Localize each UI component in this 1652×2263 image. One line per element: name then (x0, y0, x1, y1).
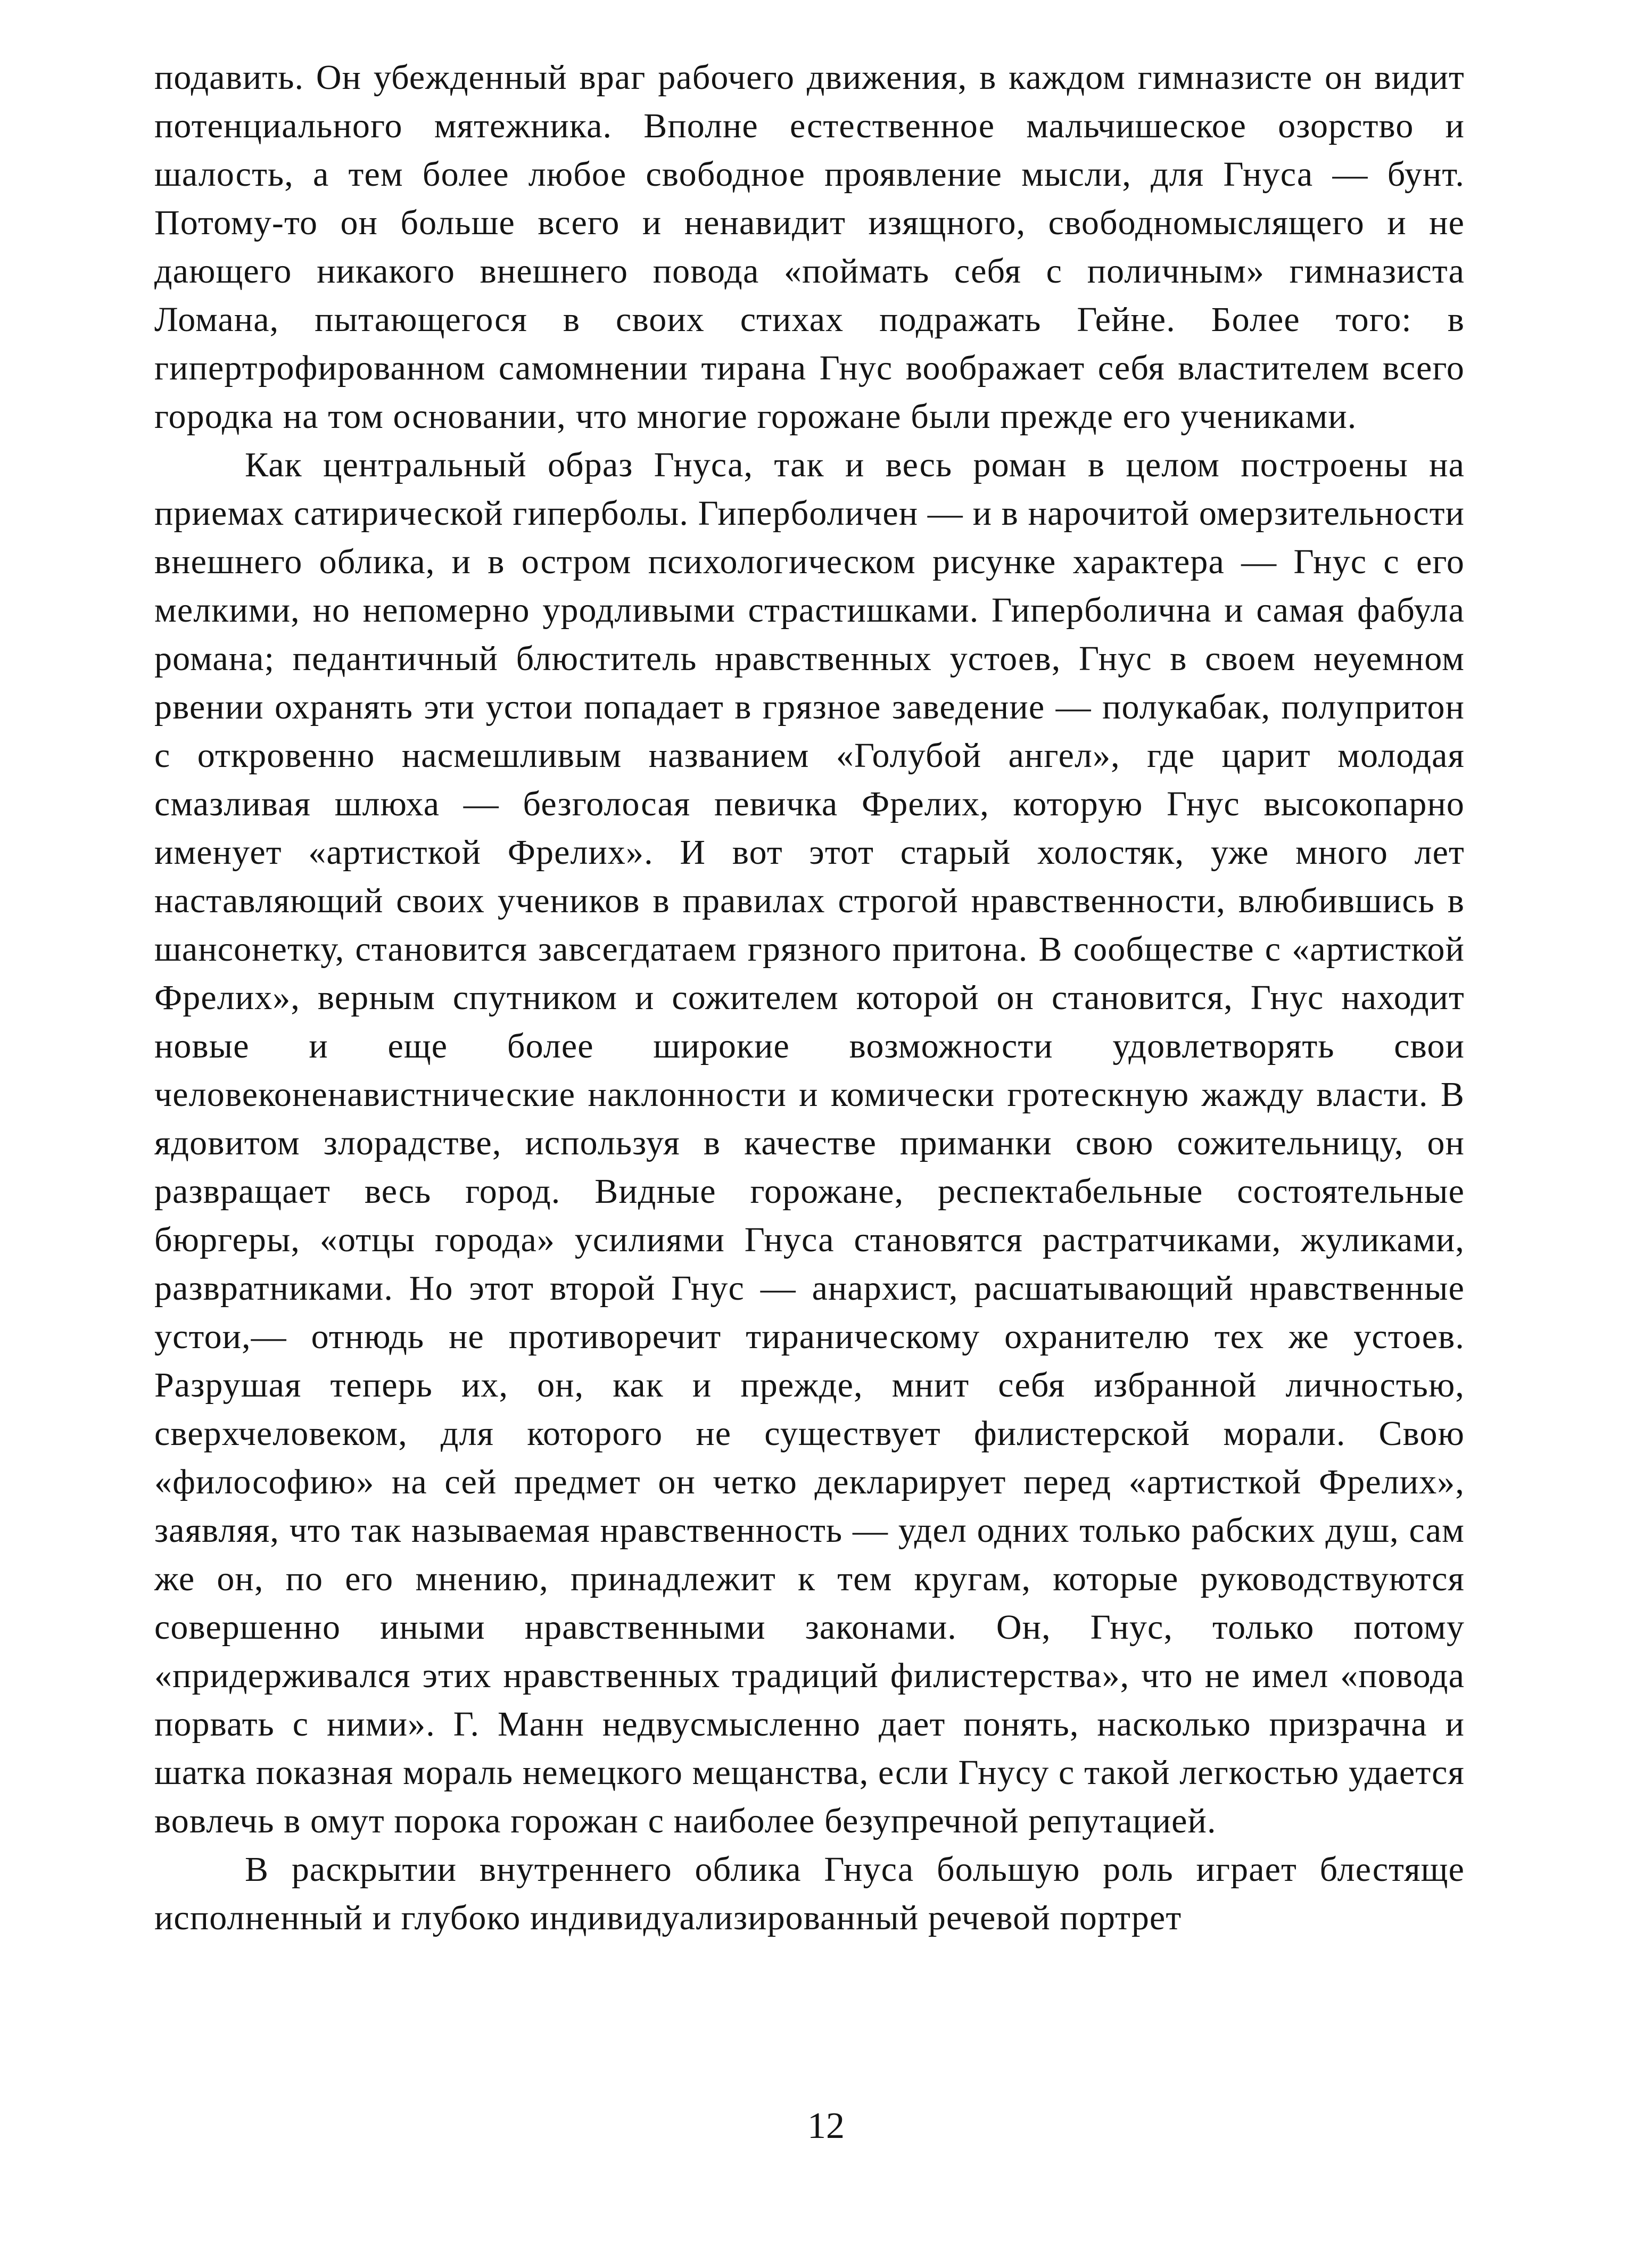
body-text (154, 53, 1465, 1942)
paragraph-1: подавить. Он убежденный враг рабочего движения, в каждом гимназисте он видит потенциального мятежника. Вполне естественное мальчишеское озорство и шалость, а тем более любое свободное проявление мысли, для Гнуса — бунт. Потому-то он больше всего и ненавидит изящного, свободномыслящего и не дающего никакого внешнего повода «поймать себя с поличным» гимназиста Ломана, пытающегося в своих стихах подражать Гейне. Более того: в гипертрофированном самомнении тирана Гнус воображает себя властителем всего городка на том основании, что многие горожане были прежде его учениками. (154, 58, 1465, 436)
paragraph-2: Как центральный образ Гнуса, так и весь роман в целом построены на приемах сатирической гиперболы. Гиперболичен — и в нарочитой омерзительности внешнего облика, и в остром психологическом рисунке характера — Гнус с его мелкими, но непомерно уродливыми страстишками. Гиперболична и самая фабула романа; педантичный блюститель нравственных устоев, Гнус в своем неуемном рвении охранять эти устои попадает в грязное заведение — полукабак, полупритон с откровенно насмешливым названием «Голубой ангел», где царит молодая смазливая шлюха — безголосая певичка Фрелих, которую Гнус высокопарно именует «артисткой Фрелих». И вот этот старый холостяк, уже много лет наставляющий своих учеников в правилах строгой нравственности, влюбившись в шансонетку, становится завсегдатаем грязного притона. В сообществе с «артисткой Фрелих», верным спутником и сожителем которой он становится, Гнус находит новые и еще более широкие возможности удовлетворять свои человеконенавистнические наклонности и комически гротескную жажду власти. В ядовитом злорадстве, используя в качестве приманки свою сожительницу, он развращает весь город. Видные горожане, респектабельные состоятельные бюргеры, «отцы города» усилиями Гнуса становятся растратчиками, жуликами, развратниками. Но этот второй Гнус — анархист, расшатывающий нравственные устои,— отнюдь не противоречит тираническому охранителю тех же устоев. Разрушая теперь их, он, как и прежде, мнит себя избранной личностью, сверхчеловеком, для которого не существует филистерской морали. Свою «философию» на сей предмет он четко декларирует перед «артисткой Фрелих», заявляя, что так называемая нравственность — удел одних только рабских душ, сам же он, по его мнению, принадлежит к тем кругам, которые руководствуются совершенно иными нравственными законами. Он, Гнус, только потому «придерживался этих нравственных традиций филистерства», что не имел «повода порвать с ними». Г. Манн недвусмысленно дает понять, насколько призрачна и шатка показная мораль немецкого мещанства, если Гнусу с такой легкостью удается вовлечь в омут порока горожан с наиболее безупречной репутацией. (154, 445, 1465, 1840)
page-number: 12 (807, 2105, 845, 2146)
paragraph-3: В раскрытии внутреннего облика Гнуса большую роль играет блестяще исполненный и глубоко индивидуализированный речевой портрет (154, 1850, 1465, 1937)
